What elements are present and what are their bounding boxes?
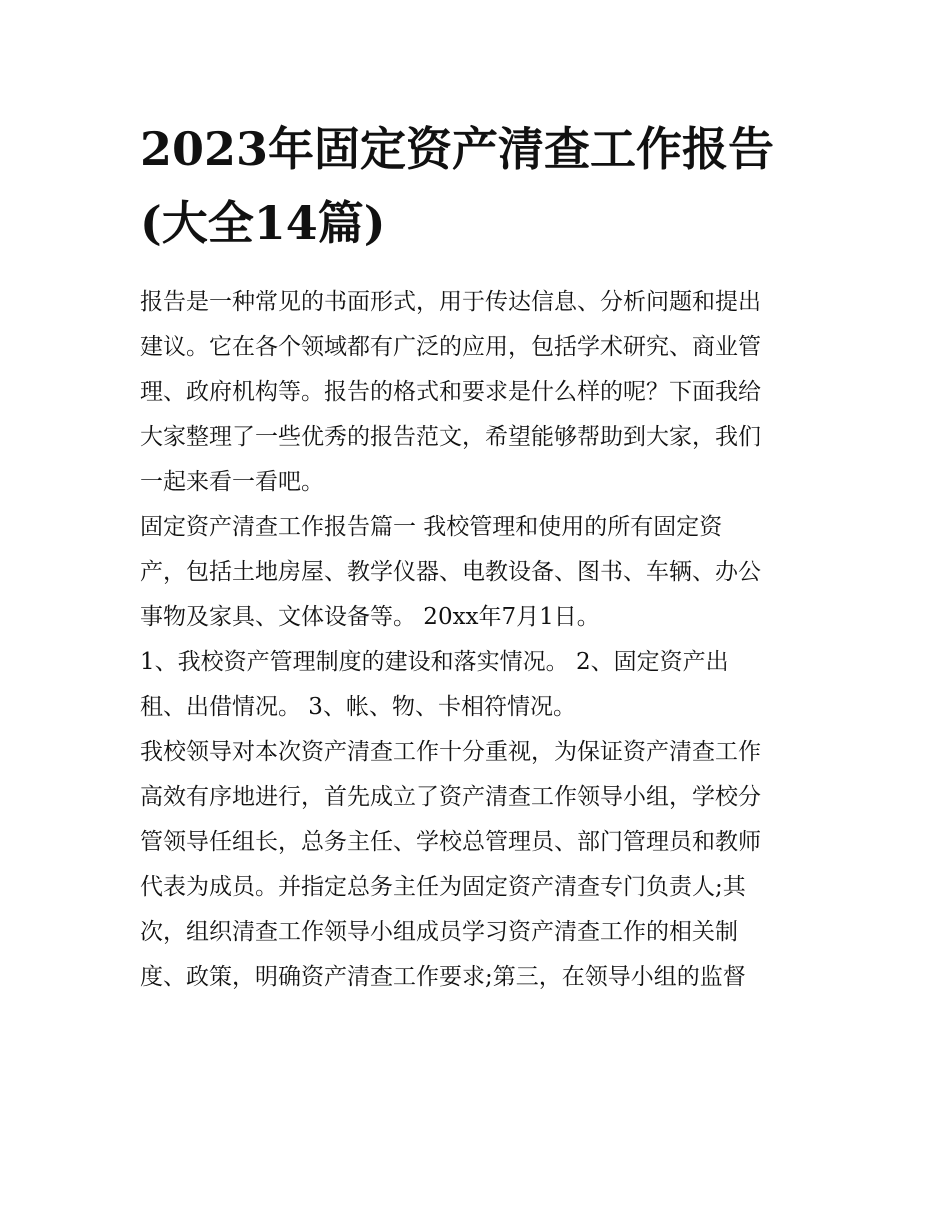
text-line: 度、政策，明确资产清查工作要求;第三，在领导小组的监督 bbox=[140, 964, 746, 990]
text-line: 一起来看一看吧。 bbox=[140, 469, 324, 495]
document-title bbox=[140, 112, 820, 260]
text-line: 固定资产清查工作报告篇一 我校管理和使用的所有固定资 bbox=[140, 514, 723, 540]
text-line: 报告是一种常见的书面形式，用于传达信息、分析问题和提出 bbox=[140, 289, 761, 315]
text-line: 我校领导对本次资产清查工作十分重视，为保证资产清查工作 bbox=[140, 739, 761, 765]
text-line: 事物及家具、文体设备等。 20xx年7月1日。 bbox=[140, 604, 600, 630]
text-line: 建议。它在各个领域都有广泛的应用，包括学术研究、商业管 bbox=[140, 334, 761, 360]
paragraph-organization bbox=[140, 730, 820, 1000]
text-line: 产，包括土地房屋、教学仪器、电教设备、图书、车辆、办公 bbox=[140, 559, 761, 585]
paragraph-items bbox=[140, 640, 820, 730]
title-line-1: 2023年固定资产清查工作报告 bbox=[140, 122, 775, 176]
paragraph-scope bbox=[140, 505, 820, 640]
text-line: 管领导任组长，总务主任、学校总管理员、部门管理员和教师 bbox=[140, 829, 761, 855]
title-line-2: (大全14篇) bbox=[140, 196, 386, 250]
text-line: 1、我校资产管理制度的建设和落实情况。 2、固定资产出 bbox=[140, 649, 729, 675]
text-line: 租、出借情况。 3、帐、物、卡相符情况。 bbox=[140, 694, 576, 720]
text-line: 代表为成员。并指定总务主任为固定资产清查专门负责人;其 bbox=[140, 874, 746, 900]
text-line: 大家整理了一些优秀的报告范文，希望能够帮助到大家，我们 bbox=[140, 424, 761, 450]
text-line: 次，组织清查工作领导小组成员学习资产清查工作的相关制 bbox=[140, 919, 738, 945]
text-line: 高效有序地进行，首先成立了资产清查工作领导小组，学校分 bbox=[140, 784, 761, 810]
document-body bbox=[140, 280, 820, 1000]
text-line: 理、政府机构等。报告的格式和要求是什么样的呢？下面我给 bbox=[140, 379, 761, 405]
paragraph-intro bbox=[140, 280, 820, 505]
